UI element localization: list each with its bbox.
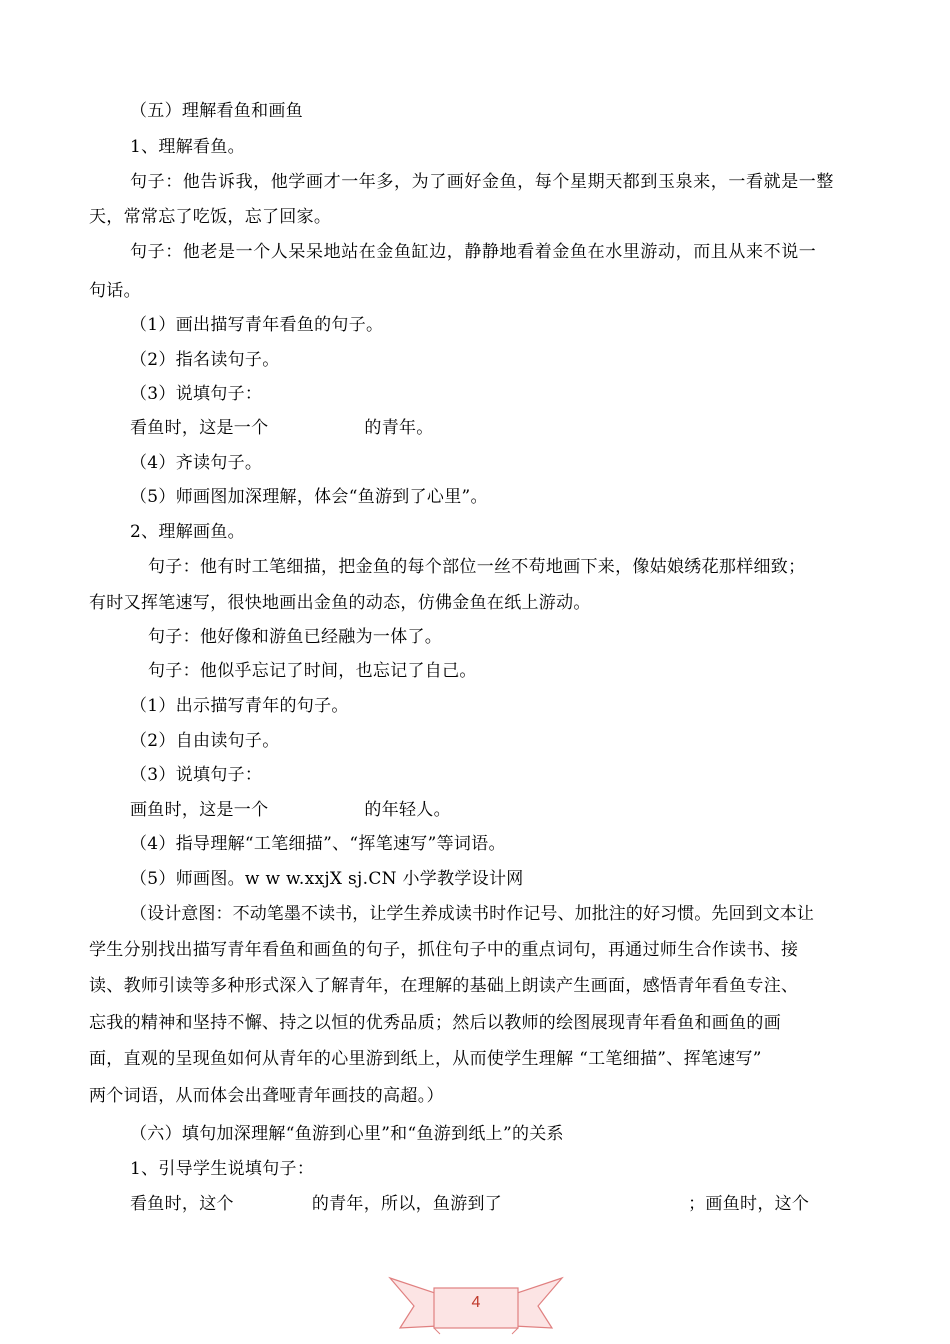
fill-blank-sentence — [130, 800, 451, 820]
list-item: （5）师画图。w w w.xxjX sj.CN 小学教学设计网 — [130, 869, 524, 889]
section-heading: （六）填句加深理解“鱼游到心里”和“鱼游到纸上”的关系 — [130, 1124, 564, 1144]
list-item: （1）出示描写青年的句子。 — [130, 696, 349, 716]
fill-blank-text: 画鱼时，这是一个 — [130, 800, 269, 820]
list-item: （2）自由读句子。 — [130, 731, 280, 751]
fill-blank-text: 的青年，所以，鱼游到了 — [311, 1194, 503, 1214]
subheading: 2、理解画鱼。 — [130, 522, 245, 542]
list-item: （1）画出描写青年看鱼的句子。 — [130, 315, 384, 335]
paragraph-line: 面，直观的呈现鱼如何从青年的心里游到纸上，从而使学生理解 “工笔细描”、挥笔速写” — [89, 1049, 762, 1069]
fill-blank-text: 看鱼时，这个 — [130, 1194, 234, 1214]
subheading: 1、理解看鱼。 — [130, 137, 245, 157]
paragraph-line: （设计意图：不动笔墨不读书，让学生养成读书时作记号、加批注的好习惯。先回到文本让 — [130, 904, 814, 924]
section-heading: （五）理解看鱼和画鱼 — [130, 101, 303, 121]
paragraph-line: 句子：他似乎忘记了时间，也忘记了自己。 — [148, 661, 477, 681]
list-item: （4）齐读句子。 — [130, 453, 263, 473]
list-item: （3）说填句子： — [130, 765, 263, 785]
fill-blank-text: ；画鱼时，这个 — [688, 1194, 810, 1214]
subheading: 1、引导学生说填句子： — [130, 1159, 315, 1179]
paragraph-line: 句子：他好像和游鱼已经融为一体了。 — [148, 627, 443, 647]
fill-blank-sentence — [130, 1194, 809, 1214]
list-item: （5）师画图加深理解，体会“鱼游到了心里”。 — [130, 487, 488, 507]
page-number: 4 — [471, 1294, 481, 1311]
paragraph-line: 有时又挥笔速写，很快地画出金鱼的动态，仿佛金鱼在纸上游动。 — [89, 593, 591, 613]
paragraph-line: 句子：他老是一个人呆呆地站在金鱼缸边，静静地看着金鱼在水里游动，而且从来不说一 — [130, 242, 817, 262]
paragraph-line: 句话。 — [89, 281, 141, 301]
paragraph-line: 两个词语，从而体会出聋哑青年画技的高超。） — [89, 1086, 444, 1106]
paragraph-line: 句子：他告诉我，他学画才一年多，为了画好金鱼，每个星期天都到玉泉来，一看就是一整 — [130, 172, 834, 192]
paragraph-line: 读、教师引读等多种形式深入了解青年，在理解的基础上朗读产生画面，感悟青年看鱼专注、 — [89, 976, 799, 996]
paragraph-line: 天，常常忘了吃饭，忘了回家。 — [89, 207, 332, 227]
list-item: （4）指导理解“工笔细描”、“挥笔速写”等词语。 — [130, 834, 506, 854]
fill-blank-text: 看鱼时，这是一个 — [130, 418, 269, 438]
list-item: （3）说填句子： — [130, 384, 263, 404]
fill-blank-sentence — [130, 418, 434, 438]
fill-blank-text: 的青年。 — [364, 418, 434, 438]
fill-blank-text: 的年轻人。 — [364, 800, 451, 820]
list-item: （2）指名读句子。 — [130, 350, 280, 370]
paragraph-line: 忘我的精神和坚持不懈、持之以恒的优秀品质；然后以教师的绘图展现青年看鱼和画鱼的画 — [89, 1013, 781, 1033]
paragraph-line: 学生分别找出描写青年看鱼和画鱼的句子，抓住句子中的重点词句，再通过师生合作读书、接 — [89, 940, 799, 960]
paragraph-line: 句子：他有时工笔细描，把金鱼的每个部位一丝不苟地画下来，像姑娘绣花那样细致； — [148, 557, 806, 577]
